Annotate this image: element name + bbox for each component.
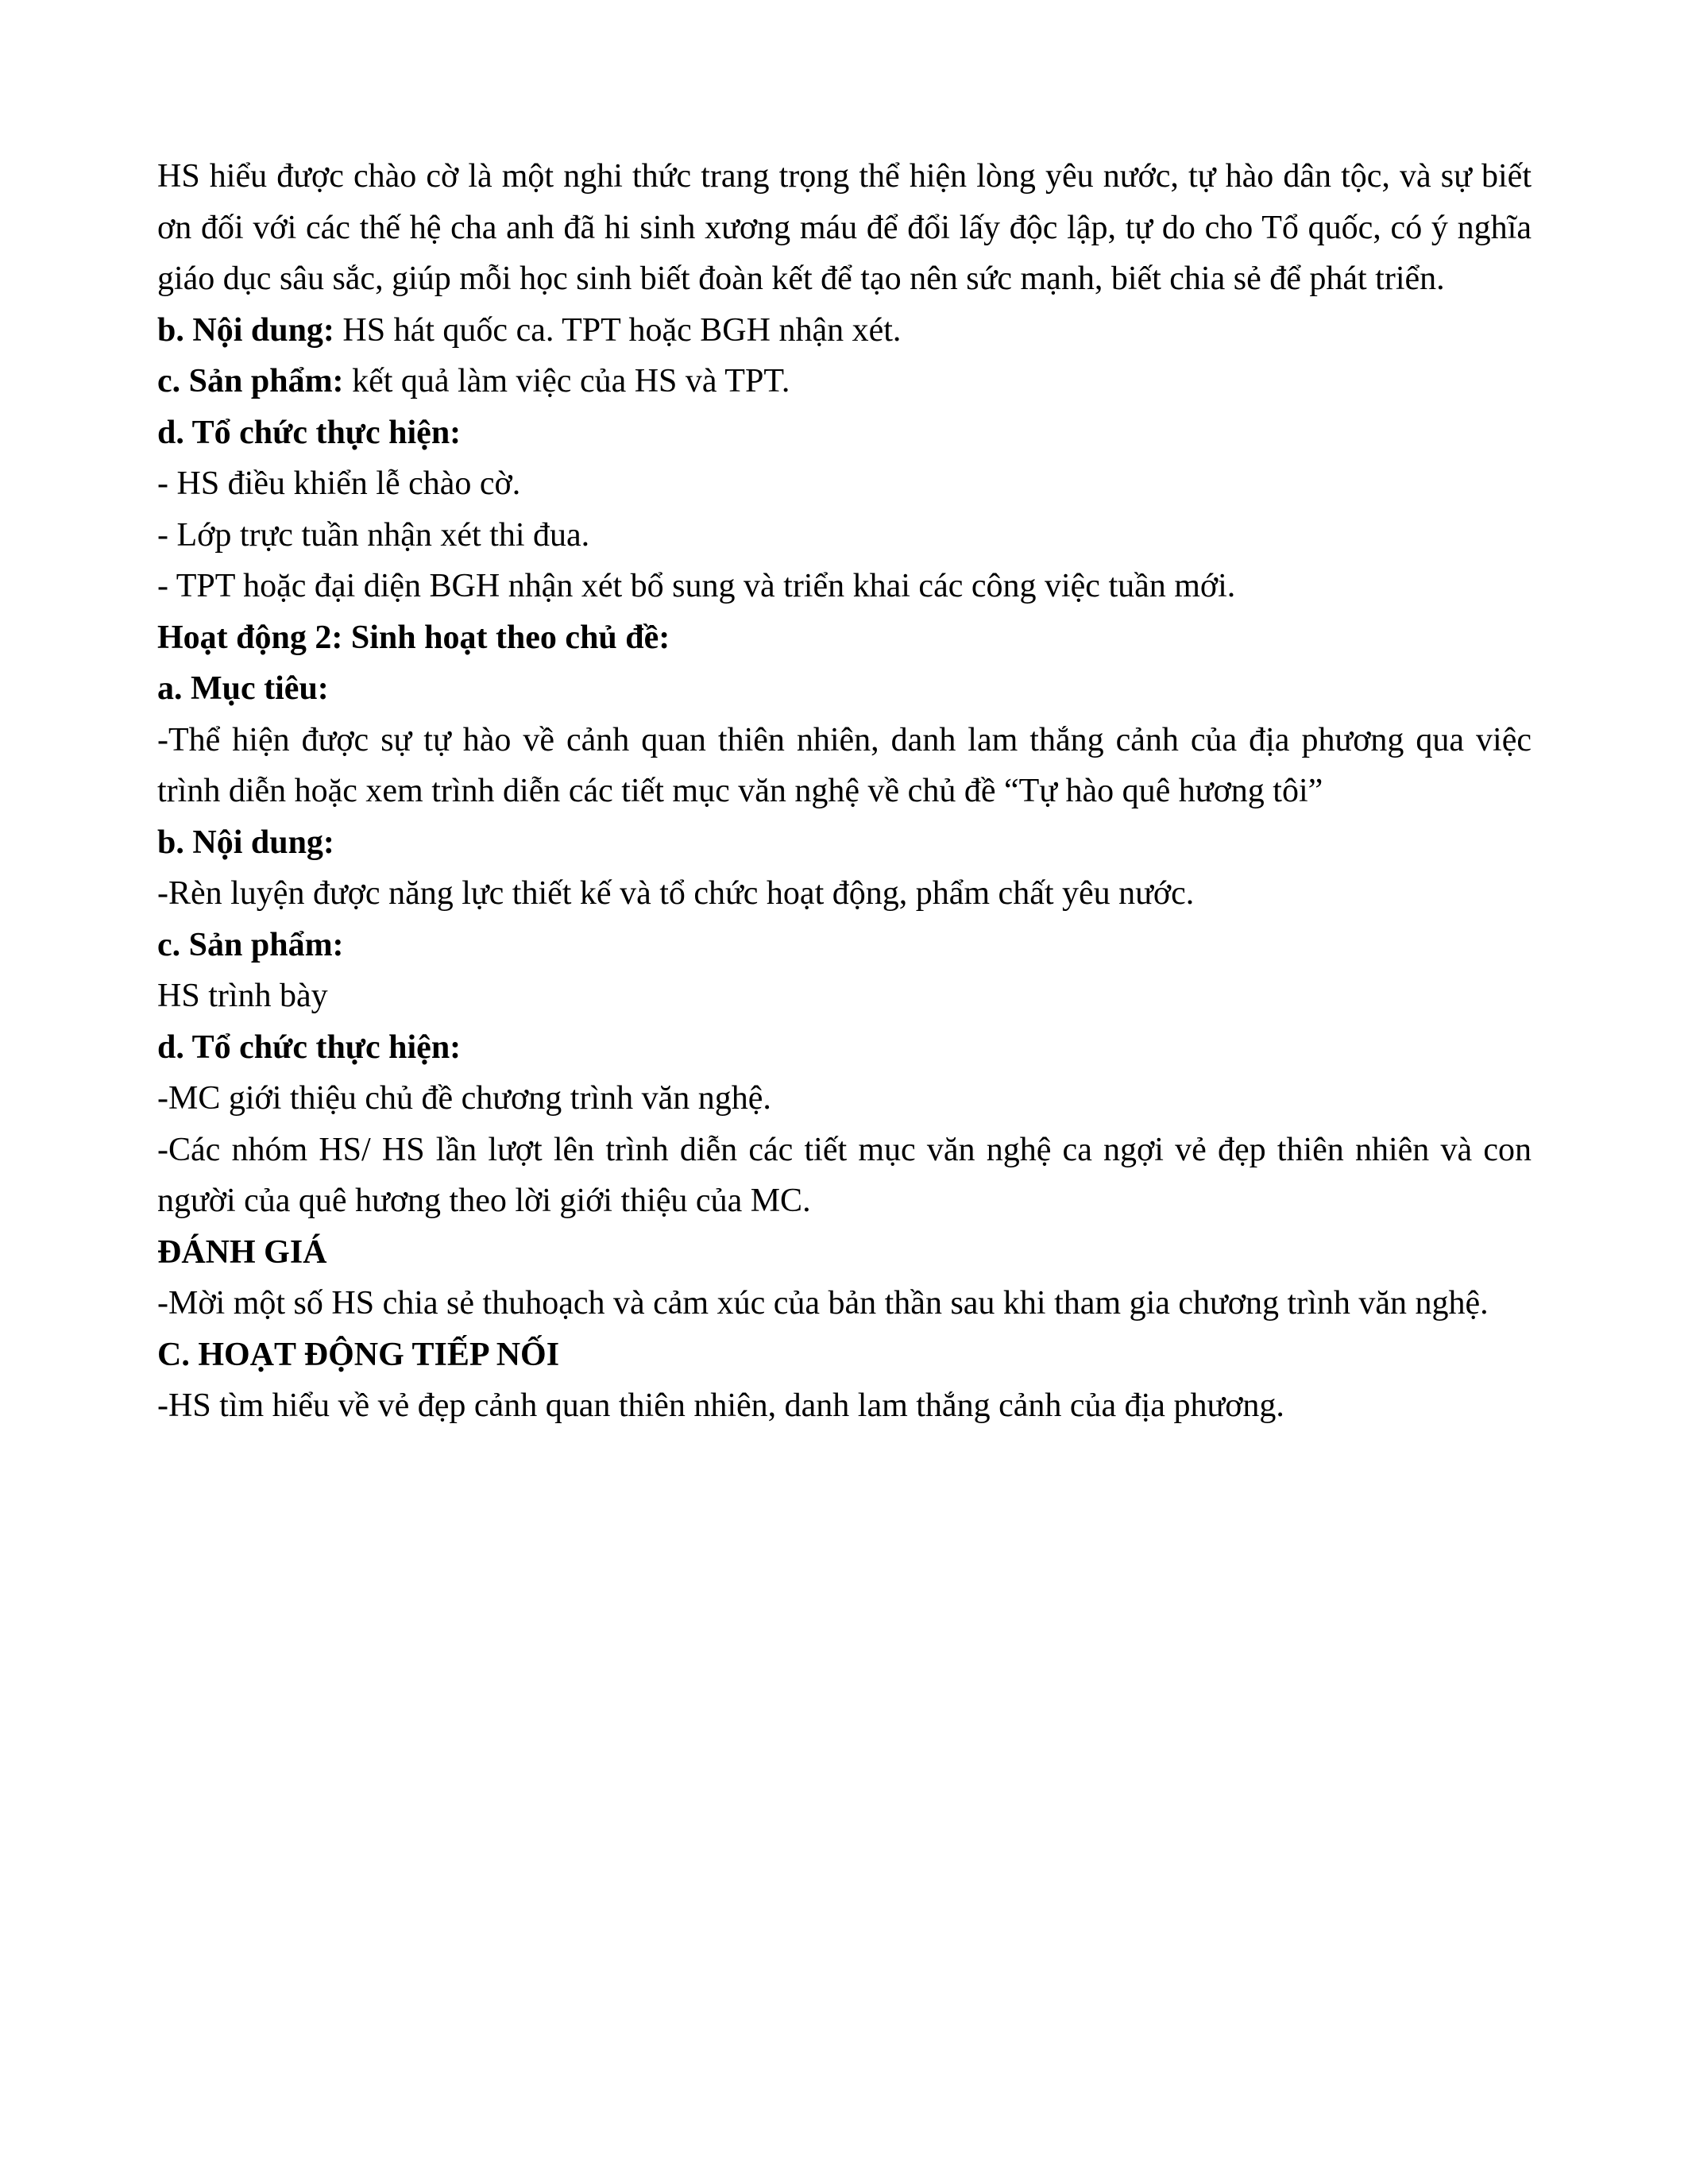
act2-noi-dung-label: b. Nội dung: <box>157 824 334 861</box>
danh-gia-text: -Mời một số HS chia sẻ thuhoạch và cảm xúc của bản thần sau khi tham gia chương trình văn nghệ. <box>157 1285 1489 1322</box>
act1-noi-dung <box>157 305 1532 357</box>
act1-san-pham <box>157 356 1532 407</box>
act1-step: - TPT hoặc đại diện BGH nhận xét bổ sung và triển khai các công việc tuần mới. <box>157 568 1236 604</box>
act2-heading: Hoạt động 2: Sinh hoạt theo chủ đề: <box>157 619 670 656</box>
act1-step: - Lớp trực tuần nhận xét thi đua. <box>157 516 590 554</box>
act1-to-chuc-label: d. Tổ chức thực hiện: <box>157 414 462 451</box>
act2-muc-tieu-label: a. Mục tiêu: <box>157 670 329 707</box>
act1-noi-dung-text: HS hát quốc ca. TPT hoặc BGH nhận xét. <box>334 311 902 349</box>
intro-paragraph: HS hiểu được chào cờ là một nghi thức trang trọng thể hiện lòng yêu nước, tự hào dân tộc, và sự biết ơn đối với các thế hệ cha anh đã hi sinh xương máu để đổi lấy độc lập, tự do cho Tổ quốc, có ý nghĩa giáo dục sâu sắc, giúp mỗi học sinh biết đoàn kết để tạo nên sức mạnh, biết chia sẻ để phát triển. <box>157 158 1532 297</box>
act2-san-pham-label: c. Sản phẩm: <box>157 926 344 963</box>
act1-san-pham-text: kết quả làm việc của HS và TPT. <box>343 363 790 399</box>
act1-step: - HS điều khiển lễ chào cờ. <box>157 465 521 502</box>
tiep-noi-heading: C. HOẠT ĐỘNG TIẾP NỐI <box>157 1336 560 1373</box>
act2-step: -Các nhóm HS/ HS lần lượt lên trình diễn các tiết mục văn nghệ ca ngợi vẻ đẹp thiên nhiên và con người của quê hương theo lời giới thiệu của MC. <box>157 1131 1532 1219</box>
act2-to-chuc-label: d. Tổ chức thực hiện: <box>157 1028 462 1066</box>
tiep-noi-text: -HS tìm hiểu về vẻ đẹp cảnh quan thiên nhiên, danh lam thắng cảnh của địa phương. <box>157 1387 1284 1424</box>
act2-noi-dung-text: -Rèn luyện được năng lực thiết kế và tổ chức hoạt động, phẩm chất yêu nước. <box>157 875 1195 912</box>
act1-san-pham-label: c. Sản phẩm: <box>157 363 344 399</box>
danh-gia-heading: ĐÁNH GIÁ <box>157 1233 327 1271</box>
act2-muc-tieu-text: -Thể hiện được sự tự hào về cảnh quan thiên nhiên, danh lam thắng cảnh của địa phương qua việc trình diễn hoặc xem trình diễn các tiết mục văn nghệ về chủ đề “Tự hào quê hương tôi” <box>157 721 1532 809</box>
act2-step: -MC giới thiệu chủ đề chương trình văn nghệ. <box>157 1080 771 1117</box>
document-page <box>157 151 1532 1432</box>
act2-san-pham-text: HS trình bày <box>157 978 328 1014</box>
act1-noi-dung-label: b. Nội dung: <box>157 311 334 349</box>
